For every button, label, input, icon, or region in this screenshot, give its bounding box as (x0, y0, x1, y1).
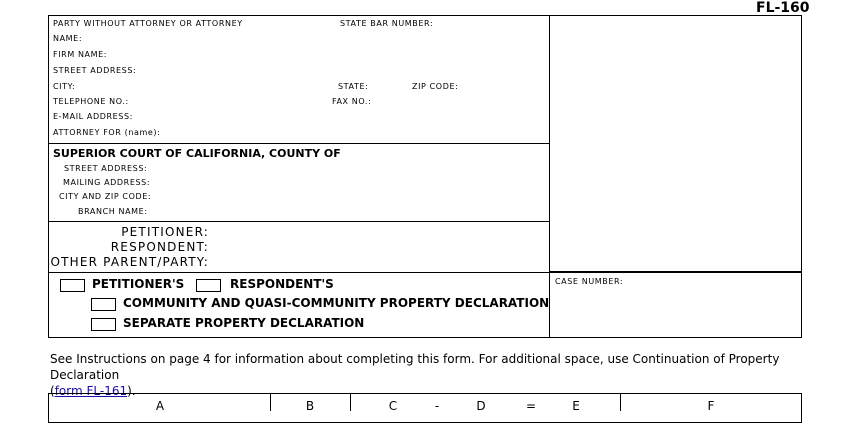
respondent-label: RESPONDENT: (110, 240, 209, 254)
form-number: FL-160 (756, 0, 810, 16)
petitioners-checkbox[interactable] (60, 279, 85, 292)
col-header-b: B (305, 399, 315, 413)
court-title: SUPERIOR COURT OF CALIFORNIA, COUNTY OF (53, 147, 341, 160)
col-divider-ab (270, 393, 271, 411)
instructions (50, 351, 810, 399)
state-bar-number-label: STATE BAR NUMBER: (340, 19, 434, 28)
other-party-label: OTHER PARENT/PARTY: (50, 255, 209, 269)
street-address-label: STREET ADDRESS: (53, 66, 137, 75)
court-city-zip-label: CITY AND ZIP CODE: (59, 192, 152, 201)
court-branch-label: BRANCH NAME: (78, 207, 148, 216)
firm-name-label: FIRM NAME: (53, 50, 108, 59)
respondents-label: RESPONDENT'S (230, 277, 334, 291)
instructions-open-paren: ( (50, 384, 55, 398)
attorney-for-label: ATTORNEY FOR (name): (53, 128, 161, 137)
city-label: CITY: (53, 82, 76, 91)
case-number-label: CASE NUMBER: (555, 277, 624, 286)
email-label: E-MAIL ADDRESS: (53, 112, 133, 121)
instructions-close: ). (127, 384, 136, 398)
petitioners-label: PETITIONER'S (92, 277, 185, 291)
col-header-a: A (155, 399, 165, 413)
name-label: NAME: (53, 34, 83, 43)
separate-property-checkbox[interactable] (91, 318, 116, 331)
fax-label: FAX NO.: (332, 97, 372, 106)
community-property-label: COMMUNITY AND QUASI-COMMUNITY PROPERTY DECLARATION (123, 296, 550, 310)
court-street-label: STREET ADDRESS: (64, 164, 148, 173)
petitioner-label: PETITIONER: (121, 225, 209, 239)
col-header-e: E (572, 399, 580, 413)
court-mailing-label: MAILING ADDRESS: (63, 178, 151, 187)
form-fl161-link[interactable]: form FL-161 (54, 384, 128, 398)
telephone-label: TELEPHONE NO.: (53, 97, 129, 106)
court-clerk-box (549, 15, 802, 272)
col-header-minus: - (434, 399, 440, 413)
attorney-box (48, 15, 550, 144)
state-label: STATE: (338, 82, 369, 91)
col-header-equals: = (525, 399, 537, 413)
col-divider-bc (350, 393, 351, 411)
instructions-text: See Instructions on page 4 for information about completing this form. For additional space, use Continuation of Property Declaration (50, 352, 780, 382)
separate-property-label: SEPARATE PROPERTY DECLARATION (123, 316, 365, 330)
community-property-checkbox[interactable] (91, 298, 116, 311)
col-header-f: F (707, 399, 715, 413)
party-without-attorney-label: PARTY WITHOUT ATTORNEY OR ATTORNEY (53, 19, 243, 28)
col-header-c: C (388, 399, 398, 413)
col-divider-ef (620, 393, 621, 411)
col-header-d: D (476, 399, 486, 413)
respondents-checkbox[interactable] (196, 279, 221, 292)
zip-code-label: ZIP CODE: (412, 82, 459, 91)
